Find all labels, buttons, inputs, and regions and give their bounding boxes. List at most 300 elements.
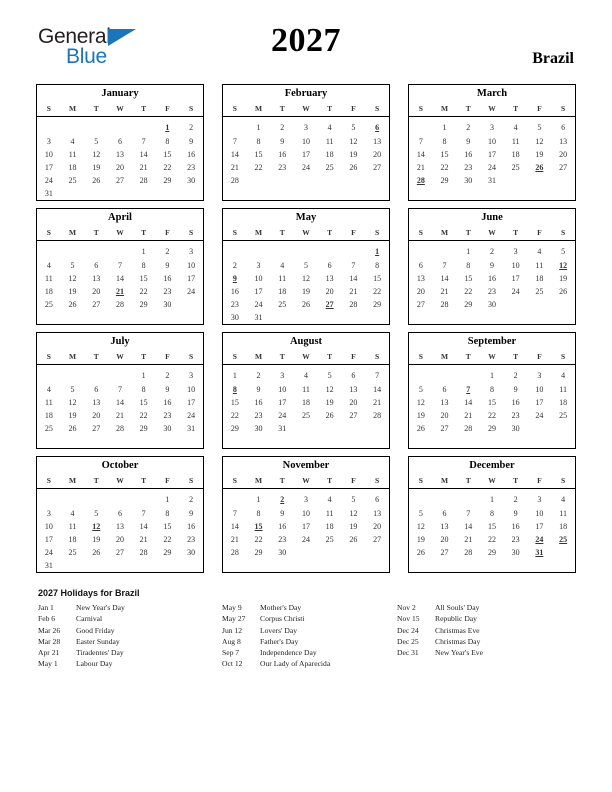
day-cell[interactable]: 8 — [442, 137, 447, 146]
day-cell[interactable]: 18 — [325, 522, 334, 531]
day-cell[interactable]: 17 — [278, 398, 287, 407]
day-cell[interactable]: 25 — [44, 300, 53, 309]
day-cell[interactable]: 20 — [416, 287, 425, 296]
day-cell[interactable]: 5 — [70, 385, 75, 394]
day-cell[interactable]: 25 — [68, 176, 77, 185]
day-cell[interactable]: 27 — [115, 548, 124, 557]
day-cell[interactable]: 21 — [349, 287, 358, 296]
day-cell[interactable]: 19 — [68, 411, 77, 420]
day-cell[interactable]: 7 — [375, 371, 380, 380]
day-cell[interactable]: 4 — [561, 495, 566, 504]
day-cell[interactable]: 13 — [92, 274, 101, 283]
day-cell[interactable]: 8 — [489, 509, 494, 518]
day-cell[interactable]: 18 — [44, 411, 53, 420]
day-cell[interactable]: 4 — [327, 495, 332, 504]
day-cell[interactable]: 2 — [513, 495, 518, 504]
day-cell[interactable]: 9 — [466, 137, 471, 146]
day-cell[interactable]: 17 — [187, 398, 196, 407]
day-cell[interactable]: 28 — [139, 548, 148, 557]
day-cell[interactable]: 16 — [254, 398, 263, 407]
day-cell[interactable]: 30 — [278, 548, 287, 557]
day-cell[interactable]: 18 — [559, 522, 568, 531]
day-cell[interactable]: 21 — [440, 287, 449, 296]
day-cell[interactable]: 7 — [442, 261, 447, 270]
day-cell[interactable]: 21 — [139, 535, 148, 544]
day-cell[interactable]: 27 — [92, 300, 101, 309]
day-cell-holiday[interactable]: 31 — [535, 548, 544, 557]
day-cell[interactable]: 14 — [115, 398, 124, 407]
day-cell[interactable]: 11 — [325, 509, 334, 518]
day-cell[interactable]: 1 — [442, 123, 447, 132]
day-cell[interactable]: 27 — [559, 163, 568, 172]
day-cell[interactable]: 23 — [511, 535, 520, 544]
day-cell[interactable]: 15 — [440, 150, 449, 159]
day-cell[interactable]: 14 — [230, 150, 239, 159]
day-cell[interactable]: 1 — [232, 371, 237, 380]
day-cell[interactable]: 7 — [232, 509, 237, 518]
day-cell[interactable]: 14 — [416, 150, 425, 159]
day-cell[interactable]: 9 — [165, 385, 170, 394]
day-cell[interactable]: 11 — [511, 137, 520, 146]
day-cell[interactable]: 13 — [92, 398, 101, 407]
day-cell[interactable]: 2 — [189, 123, 194, 132]
day-cell[interactable]: 16 — [278, 150, 287, 159]
day-cell[interactable]: 8 — [489, 385, 494, 394]
day-cell[interactable]: 3 — [46, 509, 51, 518]
day-cell[interactable]: 23 — [254, 411, 263, 420]
day-cell[interactable]: 21 — [464, 411, 473, 420]
day-cell[interactable]: 11 — [68, 150, 77, 159]
day-cell[interactable]: 8 — [375, 261, 380, 270]
day-cell-holiday[interactable]: 21 — [115, 287, 124, 296]
day-cell[interactable]: 23 — [230, 300, 239, 309]
day-cell[interactable]: 26 — [349, 535, 358, 544]
day-cell[interactable]: 25 — [535, 287, 544, 296]
day-cell[interactable]: 23 — [487, 287, 496, 296]
day-cell[interactable]: 14 — [464, 398, 473, 407]
day-cell[interactable]: 6 — [375, 495, 380, 504]
day-cell[interactable]: 18 — [325, 150, 334, 159]
day-cell[interactable]: 28 — [115, 424, 124, 433]
day-cell[interactable]: 8 — [256, 509, 261, 518]
day-cell[interactable]: 29 — [487, 548, 496, 557]
day-cell[interactable]: 2 — [165, 247, 170, 256]
day-cell[interactable]: 26 — [559, 287, 568, 296]
day-cell[interactable]: 20 — [115, 163, 124, 172]
day-cell[interactable]: 7 — [117, 385, 122, 394]
day-cell[interactable]: 23 — [278, 163, 287, 172]
day-cell[interactable]: 11 — [535, 261, 544, 270]
day-cell[interactable]: 23 — [278, 535, 287, 544]
day-cell[interactable]: 25 — [325, 163, 334, 172]
day-cell[interactable]: 1 — [256, 123, 261, 132]
day-cell[interactable]: 31 — [44, 561, 53, 570]
day-cell[interactable]: 6 — [442, 509, 447, 518]
day-cell[interactable]: 29 — [464, 300, 473, 309]
day-cell[interactable]: 18 — [511, 150, 520, 159]
day-cell[interactable]: 26 — [416, 548, 425, 557]
day-cell[interactable]: 4 — [70, 509, 75, 518]
day-cell[interactable]: 26 — [92, 176, 101, 185]
day-cell[interactable]: 13 — [440, 522, 449, 531]
day-cell[interactable]: 27 — [416, 300, 425, 309]
day-cell[interactable]: 18 — [278, 287, 287, 296]
day-cell[interactable]: 9 — [165, 261, 170, 270]
day-cell[interactable]: 23 — [511, 411, 520, 420]
day-cell-holiday[interactable]: 26 — [535, 163, 544, 172]
day-cell[interactable]: 12 — [416, 398, 425, 407]
day-cell[interactable]: 15 — [230, 398, 239, 407]
day-cell[interactable]: 12 — [68, 274, 77, 283]
day-cell[interactable]: 14 — [464, 522, 473, 531]
day-cell[interactable]: 24 — [535, 411, 544, 420]
day-cell[interactable]: 25 — [278, 300, 287, 309]
day-cell[interactable]: 18 — [301, 398, 310, 407]
day-cell[interactable]: 19 — [92, 163, 101, 172]
day-cell[interactable]: 3 — [256, 261, 261, 270]
day-cell[interactable]: 29 — [487, 424, 496, 433]
day-cell[interactable]: 10 — [187, 261, 196, 270]
day-cell[interactable]: 3 — [189, 247, 194, 256]
day-cell[interactable]: 4 — [70, 137, 75, 146]
day-cell[interactable]: 17 — [187, 274, 196, 283]
day-cell[interactable]: 9 — [489, 261, 494, 270]
day-cell[interactable]: 16 — [511, 522, 520, 531]
day-cell[interactable]: 11 — [325, 137, 334, 146]
day-cell[interactable]: 15 — [373, 274, 382, 283]
day-cell[interactable]: 22 — [139, 287, 148, 296]
day-cell[interactable]: 17 — [254, 287, 263, 296]
day-cell[interactable]: 29 — [373, 300, 382, 309]
day-cell[interactable]: 29 — [163, 176, 172, 185]
day-cell[interactable]: 1 — [141, 371, 146, 380]
day-cell[interactable]: 24 — [301, 163, 310, 172]
day-cell[interactable]: 19 — [325, 398, 334, 407]
day-cell[interactable]: 20 — [373, 150, 382, 159]
day-cell[interactable]: 10 — [301, 137, 310, 146]
day-cell[interactable]: 13 — [373, 509, 382, 518]
day-cell[interactable]: 13 — [325, 274, 334, 283]
day-cell[interactable]: 4 — [537, 247, 542, 256]
day-cell-holiday[interactable]: 2 — [280, 495, 285, 504]
day-cell[interactable]: 26 — [301, 300, 310, 309]
day-cell[interactable]: 13 — [416, 274, 425, 283]
day-cell[interactable]: 8 — [141, 385, 146, 394]
day-cell[interactable]: 27 — [373, 535, 382, 544]
day-cell[interactable]: 28 — [464, 548, 473, 557]
day-cell[interactable]: 26 — [68, 300, 77, 309]
day-cell[interactable]: 16 — [278, 522, 287, 531]
day-cell-holiday[interactable]: 24 — [535, 535, 544, 544]
day-cell[interactable]: 6 — [94, 385, 99, 394]
day-cell[interactable]: 4 — [46, 261, 51, 270]
day-cell-holiday[interactable]: 7 — [466, 385, 471, 394]
day-cell[interactable]: 17 — [301, 150, 310, 159]
day-cell[interactable]: 19 — [416, 411, 425, 420]
day-cell[interactable]: 30 — [464, 176, 473, 185]
day-cell[interactable]: 2 — [513, 371, 518, 380]
day-cell[interactable]: 24 — [254, 300, 263, 309]
day-cell-holiday[interactable]: 12 — [559, 261, 568, 270]
day-cell[interactable]: 22 — [487, 411, 496, 420]
day-cell[interactable]: 24 — [278, 411, 287, 420]
day-cell[interactable]: 20 — [92, 287, 101, 296]
day-cell[interactable]: 20 — [325, 287, 334, 296]
day-cell[interactable]: 17 — [487, 150, 496, 159]
day-cell[interactable]: 24 — [44, 548, 53, 557]
day-cell[interactable]: 7 — [232, 137, 237, 146]
day-cell[interactable]: 3 — [46, 137, 51, 146]
day-cell[interactable]: 22 — [464, 287, 473, 296]
day-cell[interactable]: 2 — [189, 495, 194, 504]
day-cell[interactable]: 13 — [115, 522, 124, 531]
day-cell[interactable]: 14 — [139, 522, 148, 531]
day-cell[interactable]: 17 — [44, 163, 53, 172]
day-cell[interactable]: 12 — [92, 150, 101, 159]
day-cell[interactable]: 24 — [187, 287, 196, 296]
day-cell[interactable]: 6 — [117, 509, 122, 518]
day-cell[interactable]: 13 — [559, 137, 568, 146]
day-cell[interactable]: 1 — [489, 495, 494, 504]
day-cell[interactable]: 10 — [511, 261, 520, 270]
day-cell[interactable]: 28 — [115, 300, 124, 309]
day-cell[interactable]: 9 — [513, 385, 518, 394]
day-cell[interactable]: 21 — [230, 535, 239, 544]
day-cell-holiday[interactable]: 8 — [232, 385, 237, 394]
day-cell[interactable]: 4 — [280, 261, 285, 270]
day-cell[interactable]: 10 — [301, 509, 310, 518]
day-cell[interactable]: 30 — [187, 548, 196, 557]
day-cell[interactable]: 12 — [349, 137, 358, 146]
day-cell[interactable]: 12 — [349, 509, 358, 518]
day-cell[interactable]: 3 — [189, 371, 194, 380]
day-cell[interactable]: 8 — [256, 137, 261, 146]
day-cell[interactable]: 27 — [92, 424, 101, 433]
day-cell[interactable]: 9 — [189, 137, 194, 146]
day-cell[interactable]: 1 — [141, 247, 146, 256]
day-cell[interactable]: 2 — [256, 371, 261, 380]
day-cell[interactable]: 17 — [44, 535, 53, 544]
day-cell[interactable]: 19 — [416, 535, 425, 544]
day-cell[interactable]: 28 — [440, 300, 449, 309]
day-cell[interactable]: 15 — [139, 274, 148, 283]
day-cell[interactable]: 8 — [165, 509, 170, 518]
day-cell[interactable]: 20 — [115, 535, 124, 544]
day-cell[interactable]: 5 — [94, 137, 99, 146]
day-cell[interactable]: 10 — [278, 385, 287, 394]
day-cell[interactable]: 25 — [325, 535, 334, 544]
day-cell[interactable]: 24 — [487, 163, 496, 172]
day-cell[interactable]: 5 — [70, 261, 75, 270]
day-cell[interactable]: 26 — [92, 548, 101, 557]
day-cell[interactable]: 28 — [230, 548, 239, 557]
day-cell[interactable]: 12 — [301, 274, 310, 283]
day-cell[interactable]: 7 — [141, 509, 146, 518]
day-cell[interactable]: 15 — [139, 398, 148, 407]
day-cell[interactable]: 27 — [115, 176, 124, 185]
day-cell[interactable]: 16 — [230, 287, 239, 296]
day-cell[interactable]: 4 — [513, 123, 518, 132]
day-cell[interactable]: 21 — [230, 163, 239, 172]
day-cell[interactable]: 2 — [489, 247, 494, 256]
day-cell[interactable]: 26 — [349, 163, 358, 172]
day-cell[interactable]: 28 — [139, 176, 148, 185]
day-cell[interactable]: 1 — [256, 495, 261, 504]
day-cell-holiday[interactable]: 27 — [325, 300, 334, 309]
day-cell[interactable]: 23 — [163, 411, 172, 420]
day-cell[interactable]: 25 — [301, 411, 310, 420]
day-cell[interactable]: 14 — [139, 150, 148, 159]
day-cell[interactable]: 25 — [68, 548, 77, 557]
day-cell[interactable]: 12 — [68, 398, 77, 407]
day-cell[interactable]: 24 — [187, 411, 196, 420]
day-cell-holiday[interactable]: 25 — [559, 535, 568, 544]
day-cell[interactable]: 22 — [163, 163, 172, 172]
day-cell[interactable]: 5 — [351, 495, 356, 504]
day-cell[interactable]: 8 — [141, 261, 146, 270]
day-cell[interactable]: 22 — [230, 411, 239, 420]
day-cell[interactable]: 30 — [487, 300, 496, 309]
day-cell[interactable]: 13 — [440, 398, 449, 407]
day-cell[interactable]: 20 — [373, 522, 382, 531]
day-cell[interactable]: 18 — [559, 398, 568, 407]
day-cell[interactable]: 27 — [373, 163, 382, 172]
day-cell[interactable]: 5 — [351, 123, 356, 132]
day-cell[interactable]: 28 — [230, 176, 239, 185]
day-cell[interactable]: 16 — [187, 150, 196, 159]
day-cell[interactable]: 2 — [232, 261, 237, 270]
day-cell[interactable]: 29 — [163, 548, 172, 557]
day-cell[interactable]: 3 — [303, 495, 308, 504]
day-cell[interactable]: 24 — [511, 287, 520, 296]
day-cell[interactable]: 11 — [45, 274, 53, 283]
day-cell[interactable]: 11 — [68, 522, 77, 531]
day-cell[interactable]: 16 — [163, 274, 172, 283]
day-cell[interactable]: 6 — [94, 261, 99, 270]
day-cell[interactable]: 22 — [440, 163, 449, 172]
day-cell[interactable]: 31 — [254, 313, 263, 322]
day-cell[interactable]: 12 — [416, 522, 425, 531]
day-cell[interactable]: 14 — [230, 522, 239, 531]
day-cell[interactable]: 8 — [466, 261, 471, 270]
day-cell[interactable]: 5 — [561, 247, 566, 256]
day-cell-holiday[interactable]: 15 — [254, 522, 263, 531]
day-cell[interactable]: 19 — [68, 287, 77, 296]
day-cell[interactable]: 19 — [535, 150, 544, 159]
day-cell-holiday[interactable]: 28 — [416, 176, 425, 185]
day-cell[interactable]: 19 — [92, 535, 101, 544]
day-cell[interactable]: 6 — [442, 385, 447, 394]
day-cell[interactable]: 9 — [280, 137, 285, 146]
day-cell[interactable]: 1 — [466, 247, 471, 256]
day-cell[interactable]: 15 — [487, 522, 496, 531]
day-cell[interactable]: 29 — [254, 548, 263, 557]
day-cell[interactable]: 4 — [561, 371, 566, 380]
day-cell[interactable]: 7 — [466, 509, 471, 518]
day-cell[interactable]: 15 — [163, 522, 172, 531]
day-cell[interactable]: 14 — [440, 274, 449, 283]
day-cell[interactable]: 26 — [325, 411, 334, 420]
day-cell[interactable]: 19 — [349, 522, 358, 531]
day-cell[interactable]: 11 — [302, 385, 310, 394]
day-cell[interactable]: 22 — [139, 411, 148, 420]
day-cell[interactable]: 19 — [301, 287, 310, 296]
day-cell[interactable]: 6 — [351, 371, 356, 380]
day-cell[interactable]: 18 — [68, 163, 77, 172]
day-cell[interactable]: 12 — [535, 137, 544, 146]
day-cell-holiday[interactable]: 6 — [375, 123, 380, 132]
day-cell[interactable]: 21 — [464, 535, 473, 544]
day-cell[interactable]: 16 — [163, 398, 172, 407]
day-cell[interactable]: 4 — [46, 385, 51, 394]
day-cell-holiday[interactable]: 1 — [165, 123, 170, 132]
day-cell[interactable]: 11 — [45, 398, 53, 407]
day-cell[interactable]: 22 — [163, 535, 172, 544]
day-cell[interactable]: 2 — [165, 371, 170, 380]
day-cell[interactable]: 20 — [349, 398, 358, 407]
day-cell[interactable]: 3 — [280, 371, 285, 380]
day-cell[interactable]: 21 — [373, 398, 382, 407]
day-cell[interactable]: 6 — [117, 137, 122, 146]
day-cell[interactable]: 23 — [187, 163, 196, 172]
day-cell[interactable]: 22 — [254, 535, 263, 544]
day-cell[interactable]: 23 — [187, 535, 196, 544]
day-cell[interactable]: 28 — [464, 424, 473, 433]
day-cell[interactable]: 10 — [535, 509, 544, 518]
day-cell[interactable]: 3 — [537, 495, 542, 504]
day-cell[interactable]: 26 — [416, 424, 425, 433]
day-cell[interactable]: 6 — [327, 261, 332, 270]
day-cell[interactable]: 14 — [349, 274, 358, 283]
day-cell[interactable]: 10 — [487, 137, 496, 146]
day-cell[interactable]: 18 — [44, 287, 53, 296]
day-cell[interactable]: 19 — [349, 150, 358, 159]
day-cell[interactable]: 10 — [535, 385, 544, 394]
day-cell[interactable]: 15 — [487, 398, 496, 407]
day-cell[interactable]: 16 — [464, 150, 473, 159]
day-cell[interactable]: 29 — [139, 424, 148, 433]
day-cell[interactable]: 23 — [464, 163, 473, 172]
day-cell[interactable]: 12 — [325, 385, 334, 394]
day-cell[interactable]: 22 — [254, 163, 263, 172]
day-cell[interactable]: 7 — [117, 261, 122, 270]
day-cell[interactable]: 3 — [489, 123, 494, 132]
day-cell[interactable]: 24 — [44, 176, 53, 185]
day-cell[interactable]: 20 — [440, 411, 449, 420]
day-cell[interactable]: 29 — [230, 424, 239, 433]
day-cell[interactable]: 5 — [303, 261, 308, 270]
day-cell[interactable]: 4 — [303, 371, 308, 380]
day-cell[interactable]: 15 — [254, 150, 263, 159]
day-cell[interactable]: 30 — [511, 548, 520, 557]
day-cell[interactable]: 16 — [511, 398, 520, 407]
day-cell[interactable]: 11 — [278, 274, 287, 283]
day-cell[interactable]: 16 — [487, 274, 496, 283]
day-cell[interactable]: 15 — [464, 274, 473, 283]
day-cell[interactable]: 2 — [466, 123, 471, 132]
day-cell[interactable]: 23 — [163, 287, 172, 296]
day-cell[interactable]: 21 — [416, 163, 425, 172]
day-cell[interactable]: 5 — [327, 371, 332, 380]
day-cell[interactable]: 9 — [280, 509, 285, 518]
day-cell[interactable]: 5 — [94, 509, 99, 518]
day-cell[interactable]: 7 — [418, 137, 423, 146]
day-cell[interactable]: 27 — [440, 424, 449, 433]
day-cell[interactable]: 10 — [254, 274, 263, 283]
day-cell[interactable]: 3 — [513, 247, 518, 256]
day-cell[interactable]: 9 — [189, 509, 194, 518]
day-cell[interactable]: 9 — [513, 509, 518, 518]
